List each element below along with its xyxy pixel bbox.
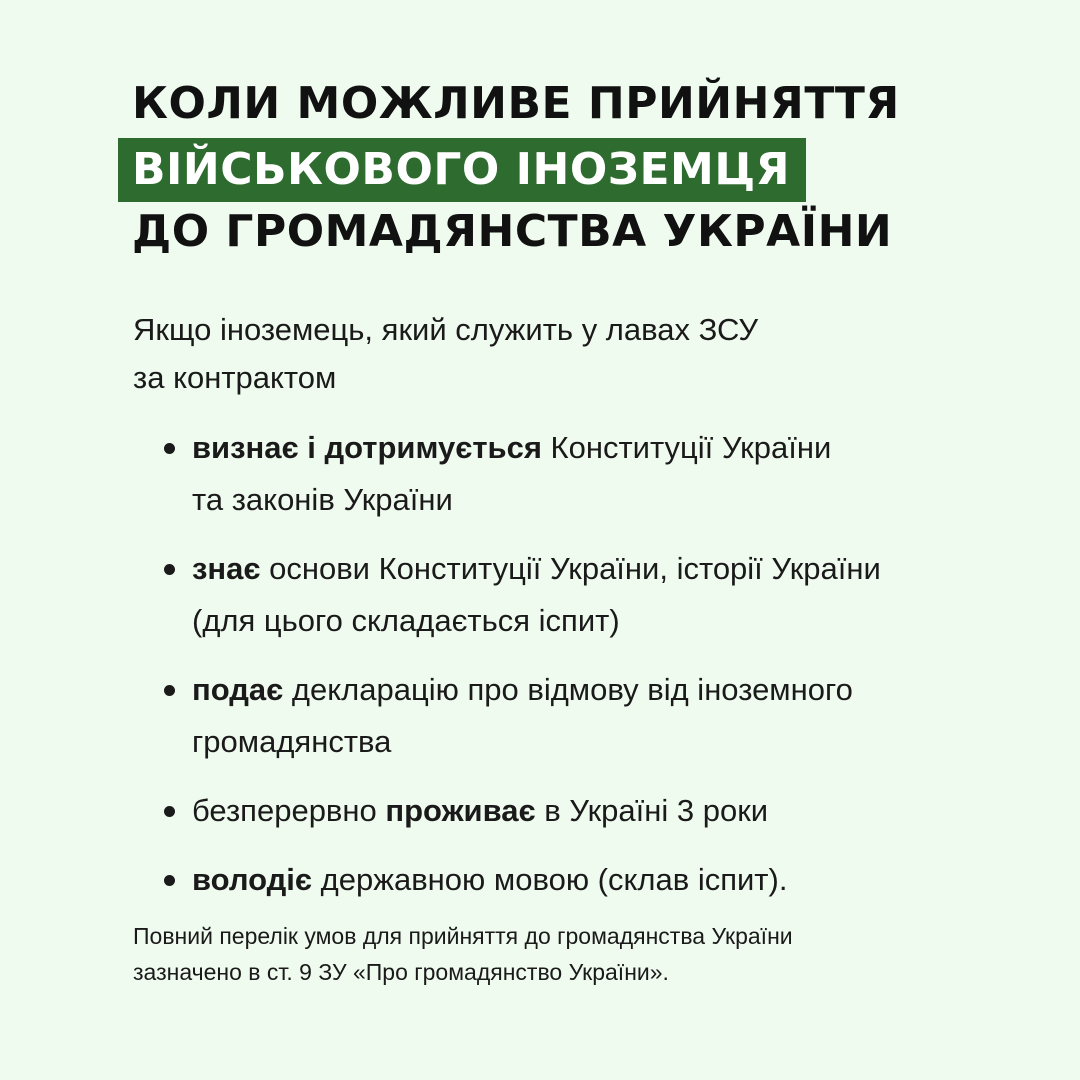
conditions-list [160,422,1040,923]
bullet-dot [164,806,175,817]
condition-keyword: подає [192,672,284,707]
bullet-dot [164,443,175,454]
headline-line-3: ДО ГРОМАДЯНСТВА УКРАЇНИ [132,206,893,257]
condition-text: в Україні 3 роки [535,793,769,828]
footnote [133,918,1033,990]
headline-line-2-wrapper [132,138,900,202]
condition-line-1 [192,664,1040,716]
headline-line-1: КОЛИ МОЖЛИВЕ ПРИЙНЯТТЯ [132,78,900,129]
condition-line-2: (для цього складається іспит) [192,603,620,638]
condition-line-2: громадянства [192,724,392,759]
bullet-dot [164,685,175,696]
condition-keyword: володіє [192,862,313,897]
condition-text: державною мовою (склав іспит). [312,862,788,897]
condition-item-declaration [160,664,1040,768]
bullet-dot [164,564,175,575]
condition-text: Конституції України [541,430,832,465]
headline [132,74,900,266]
headline-highlight: ВІЙСЬКОВОГО ІНОЗЕМЦЯ [118,138,806,202]
footnote-line-1: Повний перелік умов для прийняття до громадянства України [133,923,793,949]
condition-item-language [160,854,1040,906]
condition-line-1 [192,543,1040,595]
condition-keyword: проживає [385,793,536,828]
bullet-dot [164,875,175,886]
intro-line-2: за контрактом [133,360,337,395]
condition-keyword: визнає і дотримується [192,430,542,465]
condition-item-knows [160,543,1040,647]
intro-text [133,306,933,402]
condition-prefix: безперервно [192,793,386,828]
footnote-line-2: зазначено в ст. 9 ЗУ «Про громадянство України». [133,959,669,985]
condition-line-1 [192,422,1040,474]
condition-line-2: та законів України [192,482,453,517]
condition-line-1 [192,854,1040,906]
condition-item-residence [160,785,1040,837]
condition-line-1 [192,785,1040,837]
condition-item-recognizes [160,422,1040,526]
condition-keyword: знає [192,551,261,586]
condition-text: декларацію про відмову від іноземного [283,672,853,707]
intro-line-1: Якщо іноземець, який служить у лавах ЗСУ [133,312,759,347]
condition-text: основи Конституції України, історії України [260,551,881,586]
